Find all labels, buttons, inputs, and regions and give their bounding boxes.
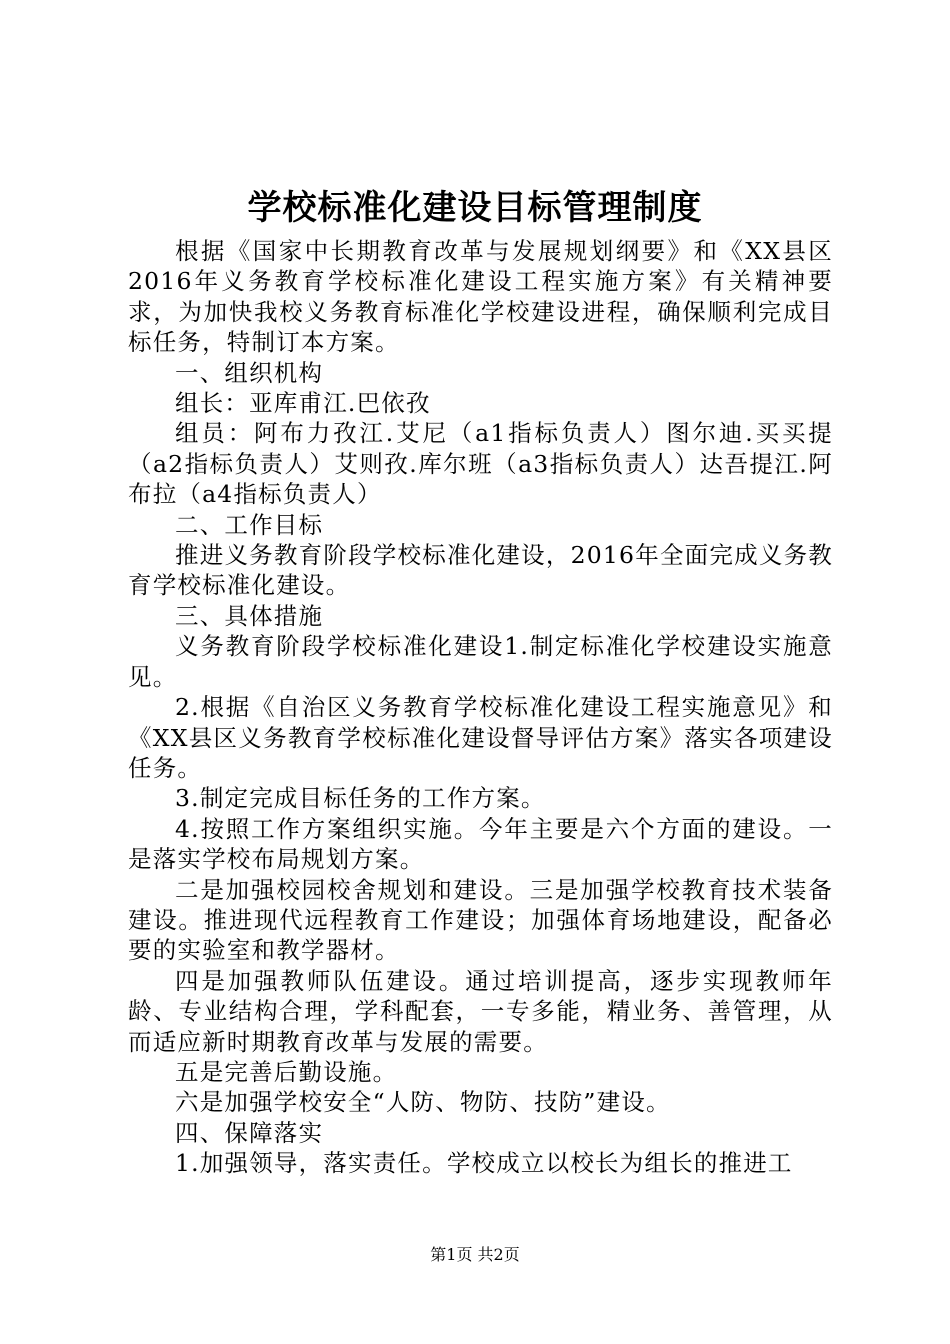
paragraph-measure-3: 3.制定完成目标任务的工作方案。 <box>175 784 546 813</box>
paragraph-measure-4: 4.按照工作方案组织实施。今年主要是六个方面的建设。一是落实学校布局规划方案。 <box>128 814 833 874</box>
section-heading-goals: 二、工作目标 <box>175 510 324 539</box>
section-heading-guarantee: 四、保障落实 <box>175 1118 324 1147</box>
section-heading-measures: 三、具体措施 <box>175 601 324 630</box>
page-footer: 第1页 共2页 <box>430 1245 520 1264</box>
paragraph-members: 组员：阿布力孜江.艾尼（a1指标负责人）图尔迪.买买提（a2指标负责人）艾则孜.库尔班（a3指标负责人）达吾提江.阿布拉（a4指标负责人） <box>128 419 833 509</box>
paragraph-item-6: 六是加强学校安全“人防、物防、技防”建设。 <box>175 1088 671 1117</box>
paragraph-measure-1: 义务教育阶段学校标准化建设1.制定标准化学校建设实施意见。 <box>128 632 833 691</box>
paragraph-leader: 组长：亚库甫江.巴依孜 <box>175 389 431 418</box>
paragraph-intro: 根据《国家中长期教育改革与发展规划纲要》和《XX县区2016年义务教育学校标准化建设工程实施方案》有关精神要求，为加快我校义务教育标准化学校建设进程，确保顺利完成目标任务，特制订本方案。 <box>128 237 833 357</box>
paragraph-item-5: 五是完善后勤设施。 <box>175 1057 398 1086</box>
paragraph-guarantee-1: 1.加强领导，落实责任。学校成立以校长为组长的推进工 <box>175 1149 793 1178</box>
document-body <box>128 236 833 1179</box>
document-title: 学校标准化建设目标管理制度 <box>247 188 703 228</box>
paragraph-goals: 推进义务教育阶段学校标准化建设，2016年全面完成义务教育学校标准化建设。 <box>128 541 833 600</box>
paragraph-item-4: 四是加强教师队伍建设。通过培训提高，逐步实现教师年龄、专业结构合理，学科配套，一专多能，精业务、善管理，从而适应新时期教育改革与发展的需要。 <box>128 966 833 1056</box>
section-heading-organization: 一、组织机构 <box>175 358 324 387</box>
paragraph-item-2: 二是加强校园校舍规划和建设。三是加强学校教育技术装备建设。推进现代远程教育工作建设；加强体育场地建设，配备必要的实验室和教学器材。 <box>128 875 833 965</box>
paragraph-measure-2: 2.根据《自治区义务教育学校标准化建设工程实施意见》和《XX县区义务教育学校标准化建设督导评估方案》落实各项建设任务。 <box>128 693 833 782</box>
